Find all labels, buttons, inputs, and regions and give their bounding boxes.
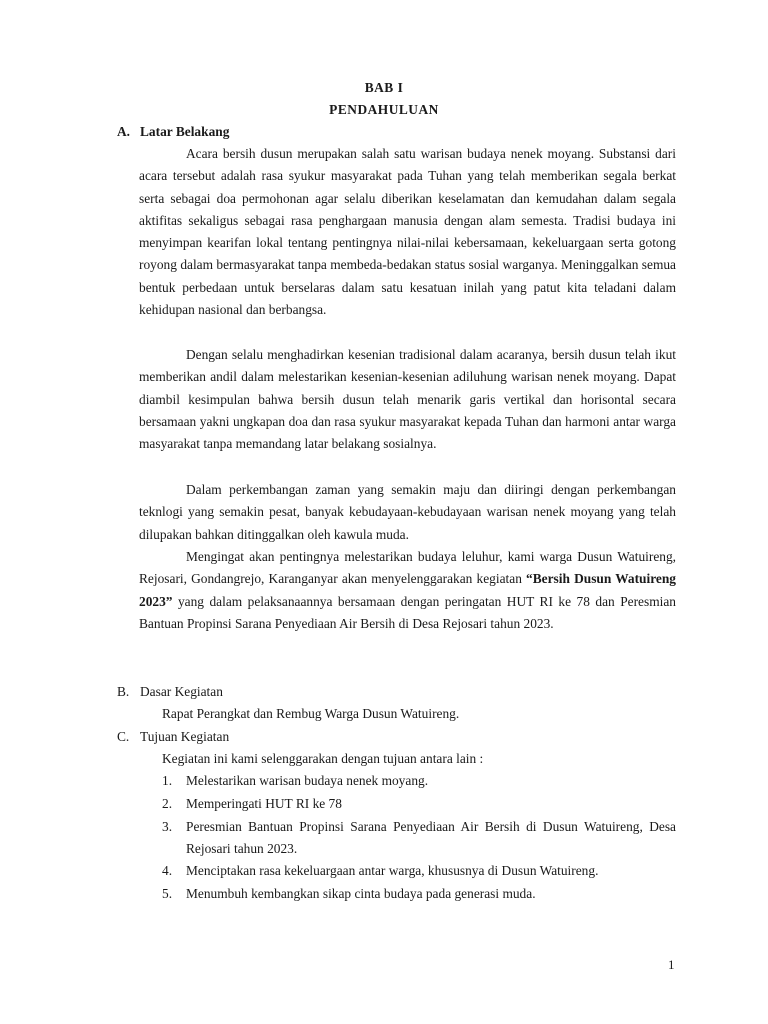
section-a-heading xyxy=(117,124,229,140)
section-b-text: Rapat Perangkat dan Rembug Warga Dusun Watuireng. xyxy=(162,706,460,721)
list-item: 2. Memperingati HUT RI ke 78 xyxy=(162,796,342,811)
list-item: 3. Peresmian Bantuan Propinsi Sarana Penyediaan Air Bersih di Dusun Watuireng, Desa Rejosari tahun 2023. xyxy=(162,819,676,857)
section-c-intro: Kegiatan ini kami selenggarakan dengan tujuan antara lain : xyxy=(162,751,484,766)
list-item: 4. Menciptakan rasa kekeluargaan antar warga, khususnya di Dusun Watuireng. xyxy=(162,863,599,878)
background-paragraph-1: Acara bersih dusun merupakan salah satu warisan budaya nenek moyang. Substansi dari acara tersebut adalah rasa syukur masyarakat pada Tuhan yang telah memberikan segala berkat serta sebagai doa permohonan agar selalu diberikan keselamatan dan kemudahan dalam segala aktifitas sekaligus sebagai rasa penghargaan manusia dengan alam semesta. Tradisi budaya ini menyimpan kearifan lokal tentang pentingnya nilai-nilai kebersamaan, kekeluargaan serta gotong royong dalam bermasyarakat tanpa membeda-bedakan status sosial warganya. Meninggalkan semua bentuk perbedaan untuk berselaras dalam satu kesatuan inilah yang patut kita teladani dalam kehidupan nasional dan berbangsa. xyxy=(139,146,676,318)
section-c-marker: C. xyxy=(117,729,130,744)
section-b-marker: B. xyxy=(117,684,130,699)
section-a-title: Latar Belakang xyxy=(140,124,230,139)
background-paragraph-4: Mengingat akan pentingnya melestarikan budaya leluhur, kami warga Dusun Watuireng, Rejosari, Gondangrejo, Karanganyar akan menyelenggarakan kegiatan “Bersih Dusun Watuireng 2023” yang dalam pelaksanaannya bersamaan dengan peringatan HUT RI ke 78 dan Peresmian Bantuan Propinsi Sarana Penyediaan Air Bersih di Desa Rejosari tahun 2023. xyxy=(139,549,676,631)
section-a-marker: A. xyxy=(117,124,131,139)
section-b-heading xyxy=(117,684,223,700)
chapter-title: PENDAHULUAN xyxy=(329,102,439,117)
section-b-title: Dasar Kegiatan xyxy=(140,684,223,699)
page-number: 1 xyxy=(668,957,675,972)
background-paragraph-2: Dengan selalu menghadirkan kesenian tradisional dalam acaranya, bersih dusun telah ikut memberikan andil dalam melestarikan kesenian-kesenian adiluhung warisan nenek moyang. Dapat diambil kesimpulan bahwa bersih dusun telah menarik garis vertikal dan horisontal secara bersamaan yakni ungkapan doa dan rasa syukur masyarakat kepada Tuhan dan harmoni antar warga masyarakat tanpa memandang latar belakang sosialnya. xyxy=(139,347,676,452)
list-item: 1. Melestarikan warisan budaya nenek moyang. xyxy=(162,773,429,788)
list-item: 5. Menumbuh kembangkan sikap cinta budaya pada generasi muda. xyxy=(162,886,536,901)
chapter-number: BAB I xyxy=(364,80,404,95)
event-name: “Bersih Dusun Watuireng 2023” xyxy=(139,571,676,609)
background-paragraph-3: Dalam perkembangan zaman yang semakin maju dan diiringi dengan perkembangan teknlogi yang semakin pesat, banyak kebudayaan-kebudayaan warisan nenek moyang yang telah dilupakan bahkan ditinggalkan oleh kawula muda. xyxy=(139,482,676,542)
section-c-heading xyxy=(117,729,229,745)
section-c-title: Tujuan Kegiatan xyxy=(140,729,230,744)
